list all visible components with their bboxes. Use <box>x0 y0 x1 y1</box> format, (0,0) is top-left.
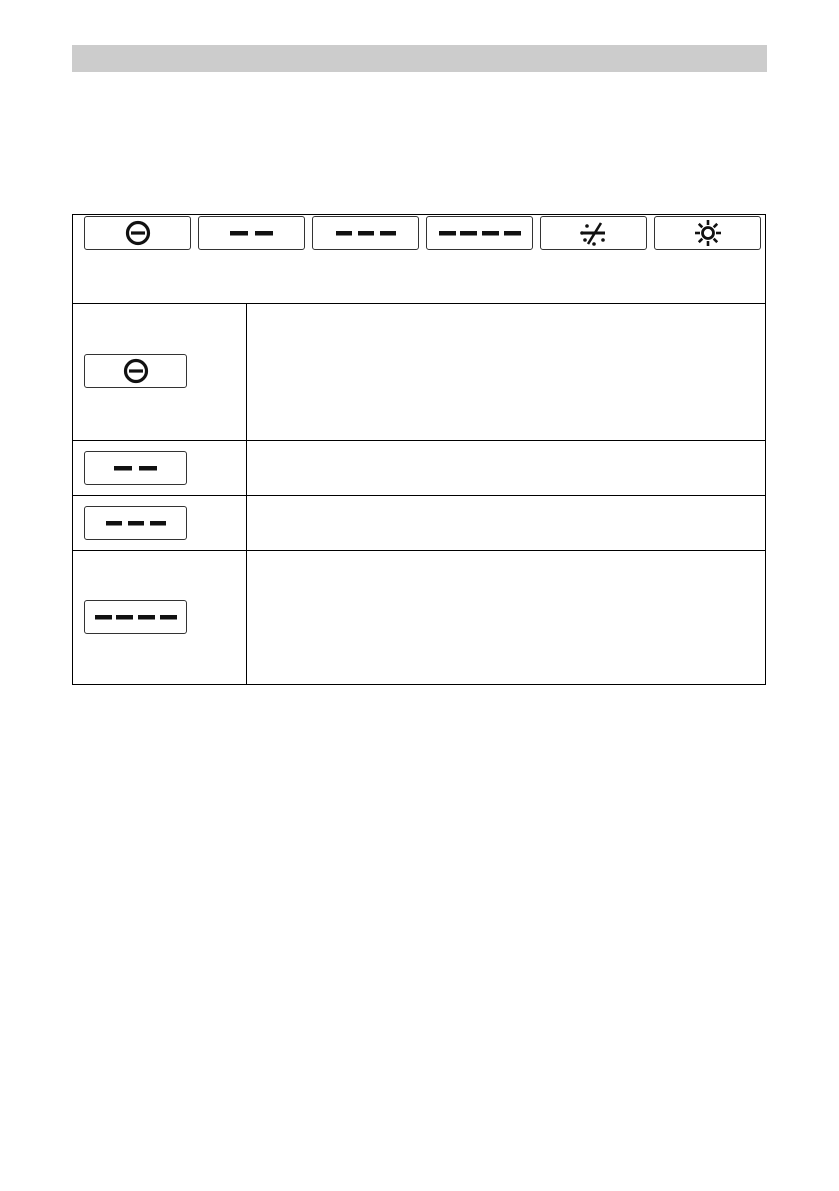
table-description <box>248 303 765 440</box>
table-key-cell <box>73 441 247 495</box>
level-4-key[interactable] <box>426 216 533 250</box>
table-description <box>248 496 765 550</box>
level-3-key[interactable] <box>312 216 419 250</box>
table-description <box>248 441 765 495</box>
level-3-icon <box>334 227 398 239</box>
off-icon <box>120 357 152 385</box>
level-2-icon <box>111 462 161 474</box>
table-row <box>73 440 765 495</box>
auto-mode-icon <box>578 219 610 247</box>
table-key-cell <box>73 496 247 550</box>
mode-table <box>72 303 766 685</box>
off-key[interactable] <box>84 216 191 250</box>
level-2-icon <box>227 227 277 239</box>
sun-icon <box>692 219 724 247</box>
off-key <box>84 354 187 388</box>
level-4-key <box>84 600 187 634</box>
level-4-icon <box>437 227 523 239</box>
level-2-key[interactable] <box>198 216 305 250</box>
off-icon <box>122 219 154 247</box>
level-4-icon <box>93 611 179 623</box>
table-key-cell <box>73 303 247 440</box>
header-bar <box>72 45 767 72</box>
table-row <box>73 495 765 550</box>
level-2-key <box>84 451 187 485</box>
auto-mode-key[interactable] <box>540 216 647 250</box>
table-description <box>248 551 765 685</box>
level-3-key <box>84 506 187 540</box>
table-row <box>73 550 765 685</box>
table-row <box>73 303 765 440</box>
level-3-icon <box>104 517 168 529</box>
sun-key[interactable] <box>654 216 761 250</box>
table-key-cell <box>73 551 247 685</box>
control-panel <box>72 214 766 304</box>
